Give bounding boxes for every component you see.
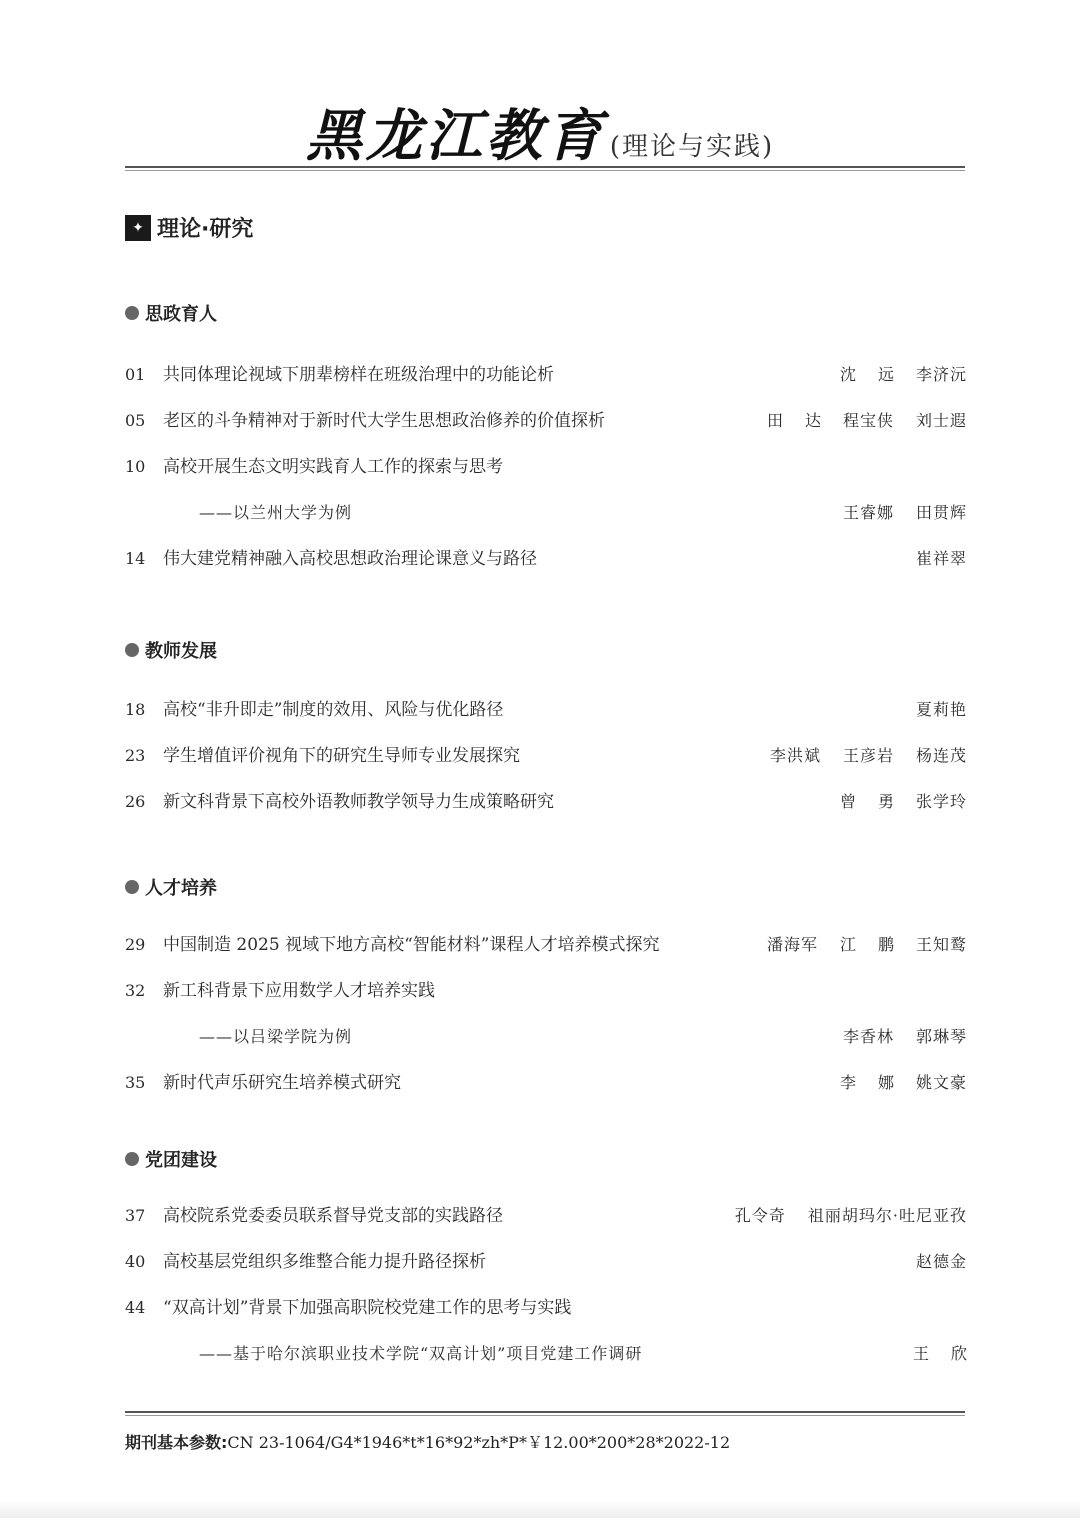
bullet-dot-icon — [125, 880, 139, 894]
authors: 王欣 — [912, 1344, 989, 1363]
category-heading: 教师发展 — [125, 637, 217, 663]
page-number: 23 — [125, 746, 146, 765]
bottom-divider — [125, 1411, 965, 1416]
toc-entry[interactable] — [125, 455, 967, 479]
toc-entry[interactable] — [125, 547, 967, 571]
page-number: 37 — [125, 1206, 146, 1225]
page-edge-shadow — [0, 1500, 1080, 1518]
article-title: 中国制造 2025 视域下地方高校“智能材料”课程人才培养模式探究 — [163, 935, 660, 955]
bullet-dot-icon — [125, 643, 139, 657]
page-number: 05 — [125, 411, 146, 430]
page-number: 29 — [125, 935, 146, 954]
article-subtitle: ——以兰州大学为例 — [199, 503, 353, 522]
authors: 沈远 李济沅 — [839, 365, 967, 384]
toc-entry[interactable] — [125, 1071, 967, 1095]
authors: 孔令奇 祖丽胡玛尔·吐尼亚孜 — [734, 1206, 967, 1225]
journal-parameters — [125, 1430, 730, 1453]
article-title: 新时代声乐研究生培养模式研究 — [163, 1073, 401, 1093]
toc-entry-subtitle — [125, 1342, 989, 1366]
article-subtitle: ——以吕梁学院为例 — [199, 1027, 353, 1046]
toc-entry[interactable] — [125, 698, 967, 722]
masthead — [0, 92, 1080, 172]
toc-entry[interactable] — [125, 1204, 967, 1228]
bullet-dot-icon — [125, 306, 139, 320]
bullet-dot-icon — [125, 1152, 139, 1166]
authors: 赵德金 — [915, 1252, 967, 1271]
article-title: 新文科背景下高校外语教师教学领导力生成策略研究 — [163, 792, 554, 812]
toc-entry[interactable] — [125, 363, 967, 387]
journal-subtitle: (理论与实践) — [609, 132, 775, 162]
article-title: 新工科背景下应用数学人才培养实践 — [163, 981, 435, 1001]
authors: 曾勇 张学玲 — [839, 792, 967, 811]
category-heading: 党团建设 — [125, 1146, 217, 1172]
page-number: 14 — [125, 549, 146, 568]
page-number: 44 — [125, 1298, 146, 1317]
page-number: 35 — [125, 1073, 146, 1092]
page-number: 01 — [125, 365, 146, 384]
authors: 夏莉艳 — [915, 700, 967, 719]
article-title: 学生增值评价视角下的研究生导师专业发展探究 — [163, 746, 520, 766]
article-title: 伟大建党精神融入高校思想政治理论课意义与路径 — [163, 549, 537, 569]
article-subtitle: ——基于哈尔滨职业技术学院“双高计划”项目党建工作调研 — [199, 1344, 643, 1363]
category-heading: 思政育人 — [125, 300, 217, 326]
article-title: 共同体理论视域下朋辈榜样在班级治理中的功能论析 — [163, 365, 554, 385]
toc-entry[interactable] — [125, 409, 967, 433]
authors: 李洪斌 王彦岩 杨连茂 — [769, 746, 967, 765]
page-number: 32 — [125, 981, 146, 1000]
toc-entry[interactable] — [125, 790, 967, 814]
category-heading: 人才培养 — [125, 874, 217, 900]
article-title: 高校院系党委委员联系督导党支部的实践路径 — [163, 1206, 503, 1226]
article-title: 老区的斗争精神对于新时代大学生思想政治修养的价值探析 — [163, 411, 605, 431]
toc-entry[interactable] — [125, 979, 967, 1003]
authors: 田达 程宝侠 刘士遐 — [766, 411, 967, 430]
article-title: 高校开展生态文明实践育人工作的探索与思考 — [163, 457, 503, 477]
page-number: 40 — [125, 1252, 146, 1271]
top-divider — [125, 166, 965, 171]
cat-logo-icon: ✦ — [125, 215, 151, 241]
page-number: 10 — [125, 457, 146, 476]
journal-title: 黑龙江教育 — [305, 104, 606, 169]
authors: 李娜 姚文豪 — [839, 1073, 967, 1092]
section-title: 理论·研究 — [157, 217, 254, 242]
toc-entry-subtitle — [125, 1025, 967, 1049]
authors: 李香林 郭琳琴 — [842, 1027, 967, 1046]
toc-entry[interactable] — [125, 933, 967, 957]
toc-entry[interactable] — [125, 744, 967, 768]
article-title: 高校“非升即走”制度的效用、风险与优化路径 — [163, 700, 504, 720]
toc-entry-subtitle — [125, 501, 967, 525]
toc-entry[interactable] — [125, 1296, 967, 1320]
parameters-label: 期刊基本参数: — [125, 1433, 228, 1452]
authors: 崔祥翠 — [915, 549, 967, 568]
authors: 潘海军 江鹏 王知鹜 — [766, 935, 967, 954]
parameters-value: CN 23-1064/G4*1946*t*16*92*zh*P*￥12.00*200*28*2022-12 — [227, 1433, 731, 1452]
page-number: 26 — [125, 792, 146, 811]
page-number: 18 — [125, 700, 146, 719]
article-title: “双高计划”背景下加强高职院校党建工作的思考与实践 — [163, 1298, 572, 1318]
authors: 王睿娜 田贯辉 — [842, 503, 967, 522]
toc-entry[interactable] — [125, 1250, 967, 1274]
section-header — [125, 212, 253, 243]
article-title: 高校基层党组织多维整合能力提升路径探析 — [163, 1252, 486, 1272]
